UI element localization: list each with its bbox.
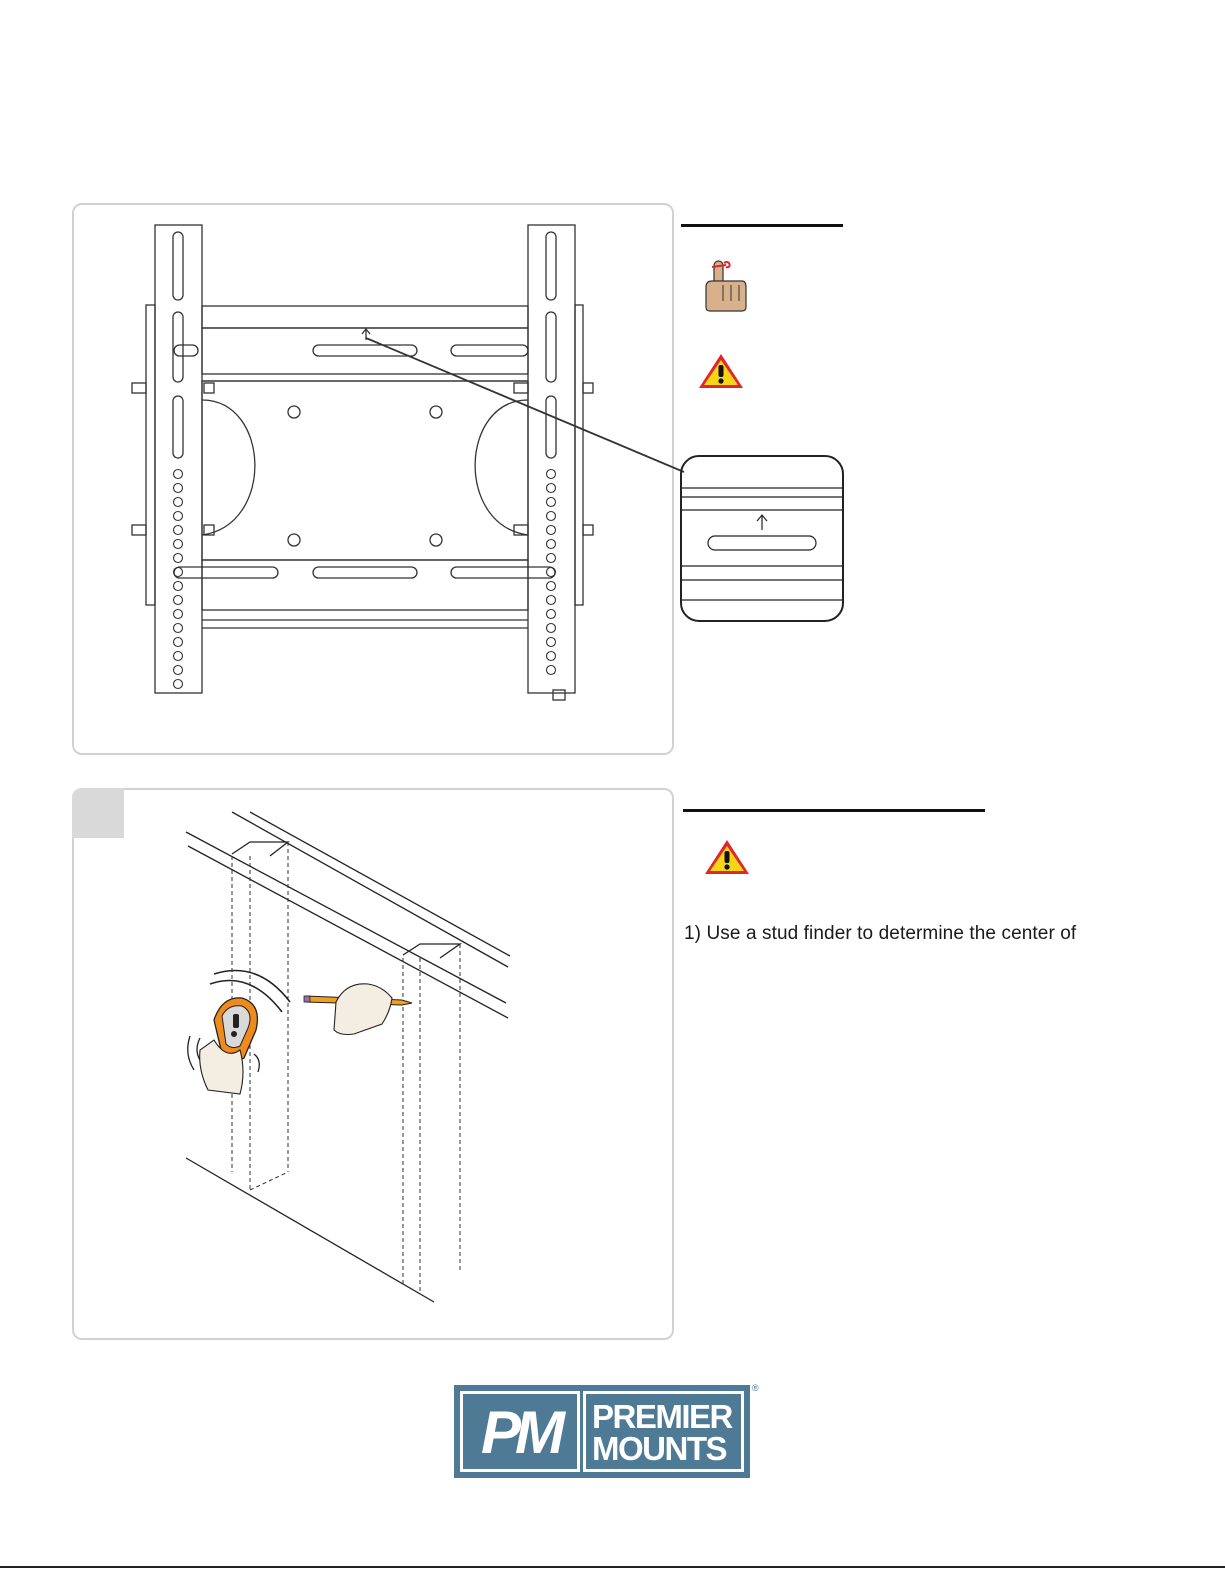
logo-word-premier: PREMIER — [592, 1398, 732, 1435]
registered-mark: ® — [752, 1383, 759, 1393]
logo-word-mounts: MOUNTS — [592, 1430, 726, 1467]
premier-mounts-logo — [454, 1385, 760, 1480]
logo-background — [454, 1385, 750, 1478]
section-heading-rule — [683, 809, 985, 812]
instruction-step-1: 1) Use a stud finder to determine the center of — [684, 923, 1077, 944]
logo-wordmark — [583, 1391, 744, 1472]
logo-monogram-text: PM — [481, 1399, 559, 1466]
warning-triangle-icon — [703, 838, 751, 876]
page-footer-rule — [0, 1566, 1225, 1568]
pencil-hand — [304, 984, 412, 1035]
logo-monogram — [460, 1391, 580, 1472]
stud-finder-tool — [188, 971, 290, 1095]
